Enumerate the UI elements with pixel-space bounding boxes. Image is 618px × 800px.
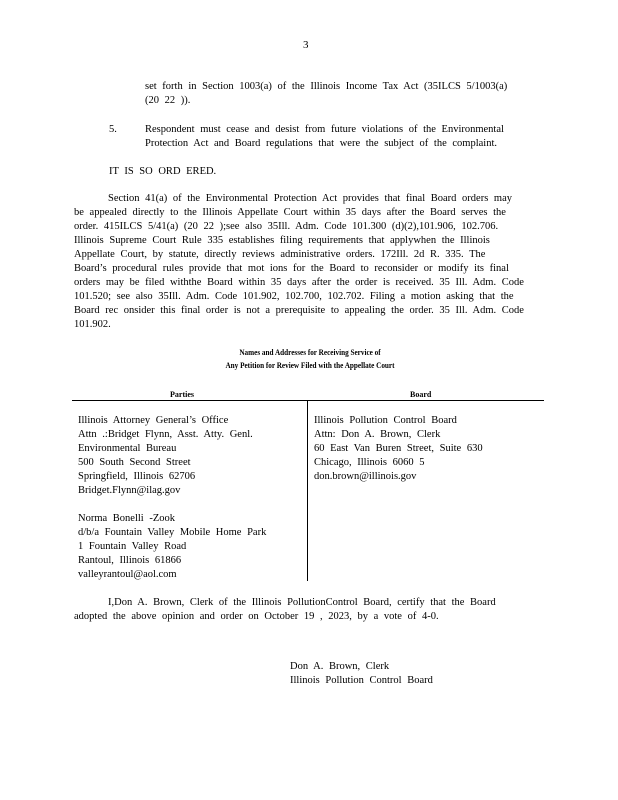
signature-title: Illinois Pollution Control Board [290, 675, 433, 686]
table-title-line: Any Petition for Review Filed with the Appellate Court [225, 361, 395, 370]
address-line: Norma Bonelli -Zook [78, 513, 175, 524]
body-line: order. 415ILCS 5/41(a) (20 22 );see also 35Ill. Adm. Code 101.300 (d)(2),101.906, 102.706. [74, 221, 499, 232]
address-line: Illinois Pollution Control Board [314, 415, 457, 426]
clerk-certification [74, 596, 536, 624]
service-table-title [175, 346, 445, 372]
body-line: Appellate Court, by statute, directly reviews administrative orders. 172Ill. 2d R. 335. The [74, 249, 486, 260]
body-line: orders may be filed withthe Board within 35 days after the order is received. 35 Ill. Adm. Code [74, 277, 524, 288]
signature-block [290, 660, 433, 688]
address-line: Rantoul, Illinois 61866 [78, 555, 182, 566]
email-line: Bridget.Flynn@ilag.gov [78, 485, 181, 496]
address-line: Attn: Don A. Brown, Clerk [314, 429, 441, 440]
address-line: Environmental Bureau [78, 443, 177, 454]
column-header-board: Board [410, 390, 432, 399]
address-line: Attn .:Bridget Flynn, Asst. Atty. Genl. [78, 429, 253, 440]
body-line: Section 41(a) of the Environmental Protection Act provides that final Board orders may [108, 193, 512, 204]
item-5-line: Protection Act and Board regulations that were the subject of the complaint. [145, 138, 497, 149]
body-line: Illinois Supreme Court Rule 335 establishes filing requirements that applywhen the Illinois [74, 235, 490, 246]
table-column-divider [307, 401, 308, 581]
party-address-respondent [78, 512, 303, 582]
body-line: be appealed directly to the Illinois Appellate Court within 35 days after the Board serves the [74, 207, 506, 218]
item-5-paragraph [145, 123, 525, 151]
email-line: valleyrantoul@aol.com [78, 569, 177, 580]
address-line: 60 East Van Buren Street, Suite 630 [314, 443, 483, 454]
address-line: Chicago, Illinois 6060 5 [314, 457, 425, 468]
signature-name: Don A. Brown, Clerk [290, 661, 390, 672]
address-line: Illinois Attorney General’s Office [78, 415, 229, 426]
column-header-parties: Parties [170, 390, 194, 399]
body-line: 101.902. [74, 319, 111, 330]
address-line: d/b/a Fountain Valley Mobile Home Park [78, 527, 267, 538]
item-continued-line: (20 22 )). [145, 95, 191, 106]
table-header-divider [72, 400, 544, 401]
so-ordered-statement: IT IS SO ORD ERED. [109, 166, 217, 177]
certification-line: adopted the above opinion and order on October 19 , 2023, by a vote of 4-0. [74, 611, 439, 622]
body-line: Board rec onsider this final order is not a prerequisite to appealing the order. 35 Ill. Adm. Code [74, 305, 524, 316]
body-line: Board’s procedural rules provide that mot ions for the Board to reconsider or modify its final [74, 263, 509, 274]
certification-line: I,Don A. Brown, Clerk of the Illinois PollutionControl Board, certify that the Board [108, 597, 496, 608]
body-line: 101.520; see also 35Ill. Adm. Code 101.902, 102.700, 102.702. Filing a motion asking that the [74, 291, 514, 302]
page-number: 3 [303, 39, 309, 51]
table-title-line: Names and Addresses for Receiving Service of [239, 348, 381, 357]
item-continued-paragraph [145, 80, 525, 108]
email-line: don.brown@illinois.gov [314, 471, 417, 482]
board-address [314, 414, 544, 484]
party-address-attorney-general [78, 414, 303, 498]
address-line: 500 South Second Street [78, 457, 191, 468]
appeal-rights-paragraph [74, 192, 536, 332]
address-line: Springfield, Illinois 62706 [78, 471, 196, 482]
item-continued-line: set forth in Section 1003(a) of the Illinois Income Tax Act (35ILCS 5/1003(a) [145, 81, 508, 92]
address-line: 1 Fountain Valley Road [78, 541, 187, 552]
item-number: 5. [109, 124, 117, 135]
item-5-line: Respondent must cease and desist from future violations of the Environmental [145, 124, 504, 135]
